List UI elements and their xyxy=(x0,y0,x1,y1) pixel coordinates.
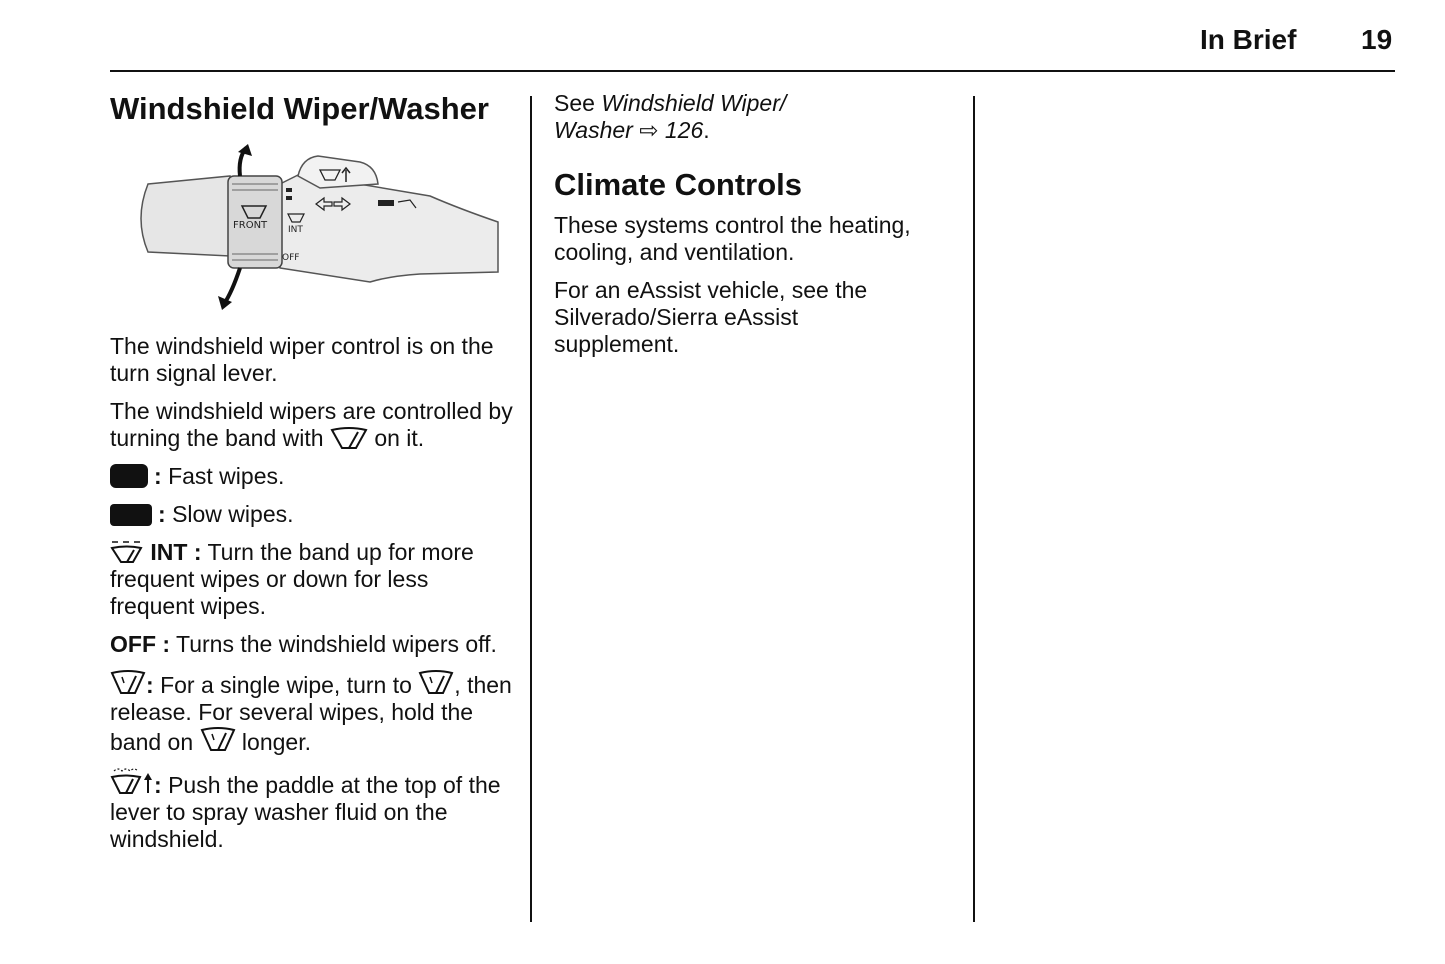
wiper-band-text-a: The windshield wipers are controlled by turning the band with xyxy=(110,398,513,451)
fast-wipes-icon xyxy=(110,464,148,488)
mist-text-b: , then release. For several wipes, hold the band on xyxy=(110,672,512,755)
int-text: Turn the band up for more frequent wipes or down for less frequent wipes. xyxy=(110,539,474,619)
int-label-text: INT : xyxy=(150,539,202,565)
mist-item xyxy=(110,669,515,756)
climate-section-title: Climate Controls xyxy=(554,167,803,202)
header-section-title: In Brief xyxy=(1200,24,1297,55)
wiper-band-text-b: on it. xyxy=(374,425,425,451)
wiper-location-text: The windshield wiper control is on the turn signal lever. xyxy=(110,333,494,386)
slow-sep: : xyxy=(158,501,166,527)
band-front-label: FRONT xyxy=(233,220,268,231)
washer-item xyxy=(110,767,515,853)
int-item xyxy=(110,539,515,620)
fast-wipes-text: Fast wipes. xyxy=(168,463,285,489)
wiper-lever-illustration xyxy=(120,144,500,314)
slow-wipes-icon xyxy=(110,504,152,526)
middle-column xyxy=(554,90,954,358)
washer-text: Push the paddle at the top of the lever to spray washer fluid on the windshield. xyxy=(110,772,501,852)
washer-icon xyxy=(110,767,154,797)
fast-sep: : xyxy=(154,463,162,489)
climate-eassist-text: For an eAssist vehicle, see the Silverado/Sierra eAssist supplement. xyxy=(554,277,868,357)
slow-wipes-item xyxy=(110,501,515,528)
wiper-band-text xyxy=(110,398,515,452)
mist-wiper-icon-hold xyxy=(200,726,236,754)
slow-wipes-text: Slow wipes. xyxy=(172,501,294,527)
climate-intro-text: These systems control the heating, cooling, and ventilation. xyxy=(554,212,911,265)
see-prefix: See xyxy=(554,90,595,116)
see-reference xyxy=(554,90,844,144)
off-text: Turns the windshield wipers off. xyxy=(176,631,497,657)
page-number: 19 xyxy=(1361,24,1393,55)
off-label: OFF xyxy=(282,253,300,263)
header-rule xyxy=(110,70,1395,72)
intermittent-wiper-icon xyxy=(110,540,144,564)
column-divider-left xyxy=(530,96,532,922)
see-suffix: . xyxy=(703,117,710,143)
left-column xyxy=(110,90,515,853)
mist-wiper-icon-inline xyxy=(418,669,454,697)
int-label: INT xyxy=(288,225,303,235)
column-divider-right xyxy=(973,96,975,922)
wiper-icon xyxy=(330,426,368,450)
see-page[interactable]: 126 xyxy=(664,117,704,143)
washer-sep: : xyxy=(154,772,162,798)
off-label-text: OFF : xyxy=(110,631,171,657)
mist-text-a: For a single wipe, turn to xyxy=(160,672,412,698)
mist-text-c: longer. xyxy=(241,729,311,755)
fast-wipes-item xyxy=(110,463,515,490)
see-link[interactable]: Windshield Wiper/ Washer xyxy=(554,90,787,143)
mist-wiper-icon xyxy=(110,669,146,697)
wiper-section-title: Windshield Wiper/Washer xyxy=(110,91,489,126)
off-item xyxy=(110,631,515,658)
see-arrow: ⇨ xyxy=(639,117,659,143)
mist-sep: : xyxy=(146,672,154,698)
